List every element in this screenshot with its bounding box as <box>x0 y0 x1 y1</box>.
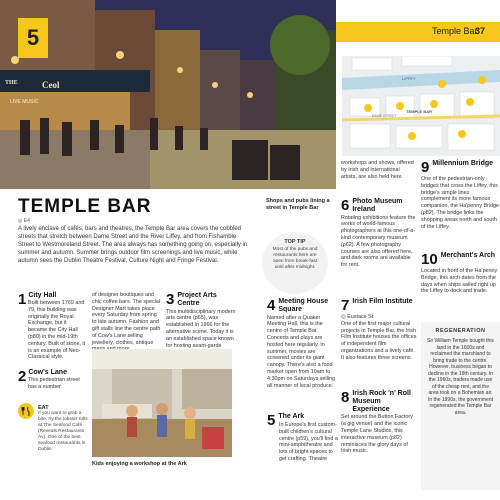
street-scene-image <box>0 0 336 189</box>
regeneration-title: REGENERATION <box>435 328 486 334</box>
map-pin-icon: ◎ <box>18 218 24 224</box>
entry-number: 1 <box>18 291 27 308</box>
entry-number: 8 <box>341 389 350 406</box>
map-label-liffey: LIFFEY <box>402 76 416 81</box>
entry-6 <box>341 198 417 269</box>
eat-text: If you want to grab a bite, try the lobster rolls at The Seafood Café (Reveals Restaurants Av). One of the best seafood restaurants in Dublin. <box>38 411 88 452</box>
eat-box <box>38 405 88 453</box>
entry-7 <box>341 298 417 362</box>
entry-location: ◎ Eustace St <box>341 314 374 320</box>
entry-4 <box>267 298 339 389</box>
entry-1 <box>18 292 86 361</box>
sign-ceol: Ceol <box>42 80 60 90</box>
entry-title: Cow's Lane <box>28 369 67 376</box>
kids-photo-caption: Kids enjoying a workshop at the Ark <box>92 461 187 467</box>
eat-label: EAT <box>38 405 49 411</box>
eat-icon <box>18 403 34 419</box>
map-label-dame-street: DAME STREET <box>372 114 397 118</box>
kids-workshop-photo <box>92 349 232 457</box>
entry-9 <box>421 160 500 230</box>
entry-number: 3 <box>166 291 175 308</box>
entry-text: One of the pedestrian-only bridges that cross the Liffey, this bridge's simple lines complement its more famous companion, the Ha'penny Bridge (p82). The bridge links the shopping areas north and south of the Liffey. <box>421 176 500 230</box>
regeneration-text: Sir William Temple bought this land in the 1600s and reclaimed the marshland to bring trade to the centre. However, business began to decline in the 19th century. In the 1960s, traders made use of the cheap rent, and the area took on a Bohemian air. In the 1990s, the government regenerated the Temple Bar area. <box>427 338 494 416</box>
page-number: 37 <box>475 26 486 36</box>
entry-text: This pedestrian street has a number <box>28 377 80 390</box>
top-tip-text: Most of the pubs and restaurants here are open from break-fast until after midnight. <box>272 247 318 270</box>
map-pin-icon: ◎ <box>341 314 348 320</box>
entry-5 <box>267 413 339 463</box>
ark-workshop-image <box>92 349 232 457</box>
street-map-image <box>342 56 500 156</box>
entry-title: Irish Rock 'n' Roll Museum Experience <box>352 390 411 413</box>
chapter-number-badge: 5 <box>18 18 48 58</box>
top-tip-bubble <box>262 232 328 294</box>
entry-text: Set around the Button Factory (a gig venue) and the iconic Temple Lane Studios, this interactive museum (p82) reminisces the glory days of Irish music. <box>341 414 413 455</box>
entry-title: Irish Film Institute <box>352 298 413 305</box>
main-photo <box>0 0 336 189</box>
entry-number: 2 <box>18 368 27 385</box>
entry-10 <box>421 252 500 295</box>
regeneration-sidebar <box>421 322 500 490</box>
entry-2-continued: of designer boutiques and chic coffee bars. The special Designer Mart takes place every Saturday from spring to late autumn. Fashion and gift stalls line the centre path of Cow's Lane selling jewellery, clothes, antique <box>92 292 161 346</box>
section-title: Temple Bar <box>432 26 478 36</box>
top-tip-label: TOP TIP <box>284 239 306 245</box>
intro-paragraph: A lively enclave of cafés, bars and theatres, the Temple Bar area covers the cobbled streets that stretch between Dame Street and the River Liffey, and from Fishamble Street to Westmoreland Street. The area always has something going on, especially in summer and autumn. Summer brings outdoor film screenings and live music, while autumn sees the Dublin Theatre Festival, Culture Night and Fringe Festival. <box>18 226 248 264</box>
entry-number: 9 <box>421 159 430 176</box>
entry-text: In Europe's first custom-built children's cultural centre (p59), you'll find a mini-amphitheatre and lots of bright spaces to get crafting. Theatre <box>279 422 338 462</box>
page-title: TEMPLE BAR <box>18 196 152 217</box>
sign-the: THE <box>5 80 18 86</box>
entry-text: Rotating exhibitions feature the works of world-famous photographers at this one-of-a-kind contemporary museum (p62). A few photography courses are also offered here, and dark rooms are available for rent. <box>341 214 416 269</box>
entry-text: One of the first major cultural projects in Temple Bar, the Irish Film Institute houses the offices of independent film organizations and a lively café. It also features three screens. <box>341 320 417 361</box>
entry-text: Built between 1769 and 79, this building was originally the Royal Exchange, but it became the City Hall (p80) in the mid-19th century. Built of stone, it is an example of Neo-Classical style. <box>28 300 86 361</box>
entry-title: Photo Museum Ireland <box>352 198 403 213</box>
entry-title: City Hall <box>28 292 57 299</box>
entry-number: 10 <box>421 251 438 268</box>
entry-number: 7 <box>341 297 350 314</box>
area-map <box>342 56 500 156</box>
sign-live-music: LIVE MUSIC <box>10 99 39 105</box>
entry-title: The Ark <box>278 413 305 420</box>
entry-title: Merchant's Arch <box>440 252 495 259</box>
section-header-bar <box>336 22 500 42</box>
entry-5-continued: workshops and shows, offered by Irish and international artists, are also held here. <box>341 160 414 180</box>
entry-number: 6 <box>341 197 350 214</box>
map-reference: ◎ E4 <box>18 218 30 224</box>
entry-text: Named after a Quaker Meeting Hall, this is the centre of Temple Bar. Concerts and plays are hosted here regularly. In summer, movies are screened under its giant canopy. There's also a food market open from 10am to 4:30pm on Saturdays selling all manner of local produce. <box>267 314 336 389</box>
entry-number: 4 <box>267 297 276 314</box>
map-label-temple-bar: TEMPLE BAR <box>406 109 432 114</box>
entry-text: Located in front of the Ha'penny Bridge, this arch dates from the days when ships sailed right up the Liffey to dock and trade. <box>421 268 498 295</box>
entry-2 <box>18 369 86 391</box>
entry-8 <box>341 390 417 455</box>
entry-number: 5 <box>267 412 276 429</box>
entry-title: Meeting House Square <box>278 298 329 313</box>
entry-text: This multidisciplinary modern arts centre (p65), was established in 1966 for the alternative scene. Today it is an established space known for hosting avant-garde <box>166 308 236 349</box>
entry-title: Project Arts Centre <box>177 292 217 307</box>
main-photo-caption: Shops and pubs lining a street in Temple Bar <box>266 198 330 211</box>
entry-title: Millennium Bridge <box>432 160 494 167</box>
